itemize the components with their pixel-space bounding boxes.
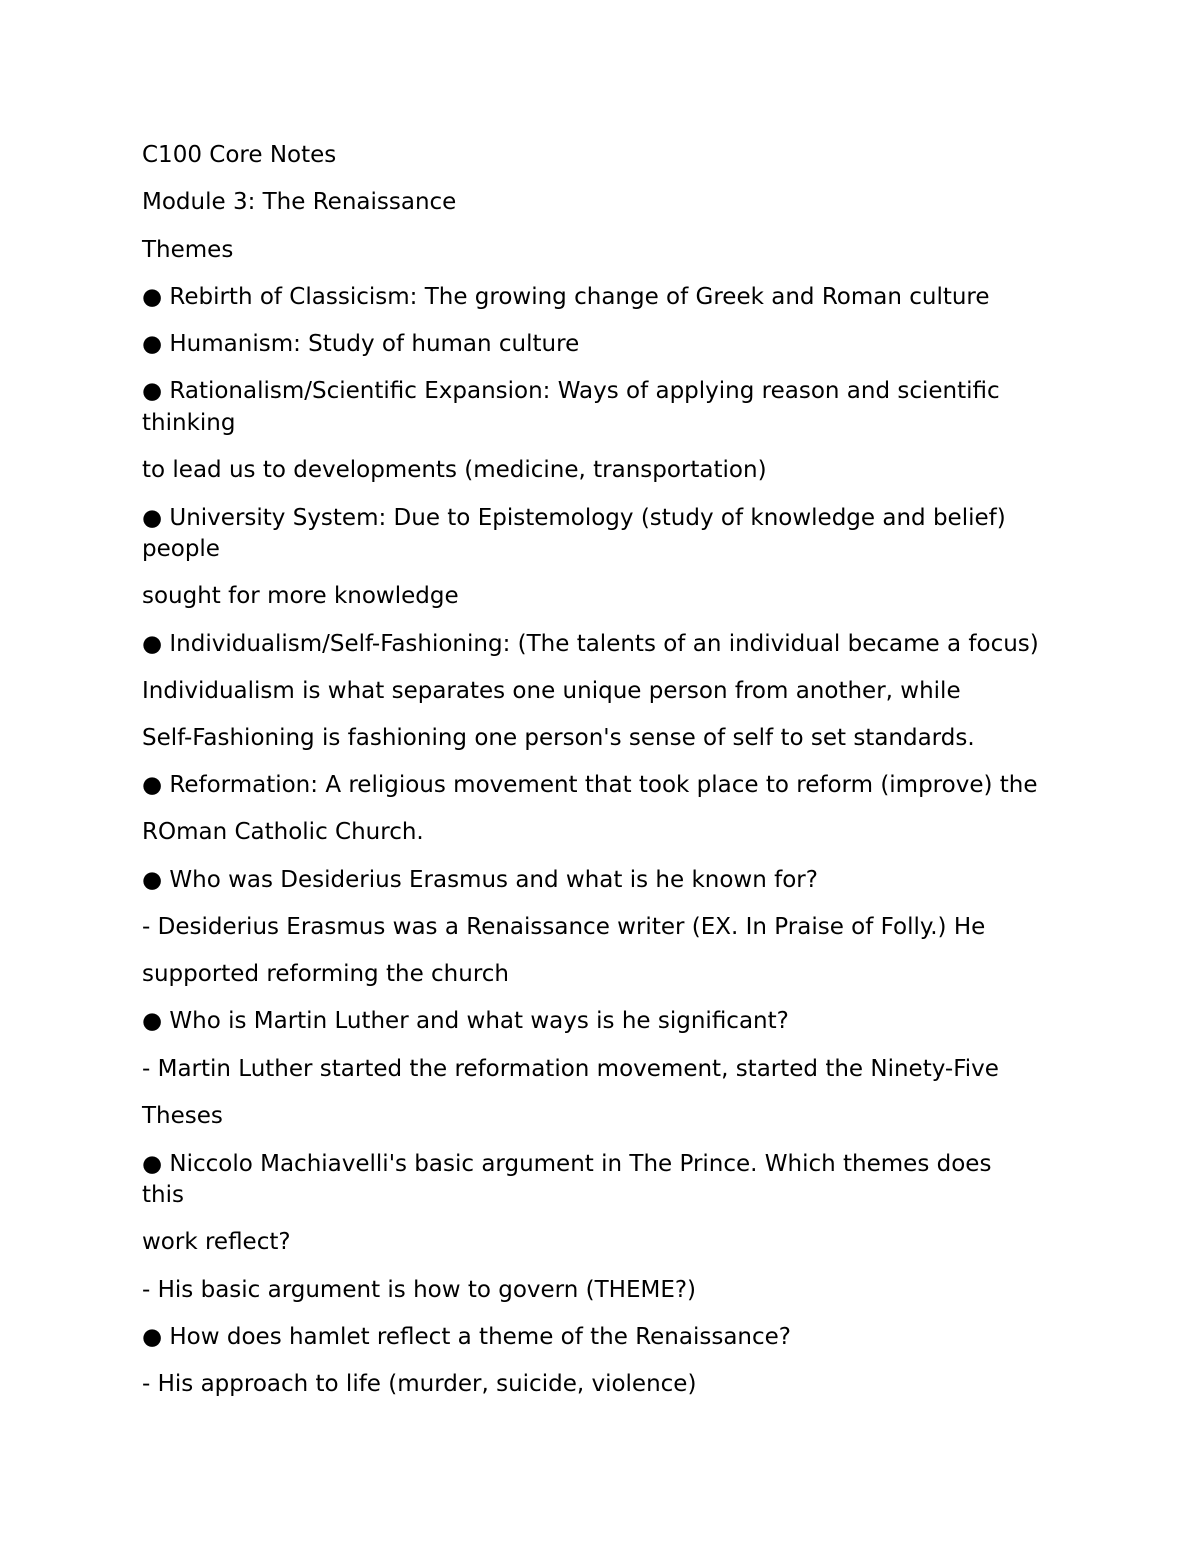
text-line: - His approach to life (murder, suicide, violence) — [142, 1371, 697, 1397]
bullet-line: ● University System: Due to Epistemology (study of knowledge and belief) — [142, 505, 1006, 531]
text-line: to lead us to developments (medicine, transportation) — [142, 457, 767, 483]
module-heading: Module 3: The Renaissance — [142, 189, 457, 215]
text-line: - Martin Luther started the reformation movement, started the Ninety-Five — [142, 1056, 999, 1082]
text-line: work reflect? — [142, 1229, 291, 1255]
text-line: supported reforming the church — [142, 961, 510, 987]
bullet-line: ● Individualism/Self-Fashioning: (The talents of an individual became a focus) — [142, 631, 1039, 657]
text-line: Theses — [142, 1103, 223, 1129]
bullet-line: ● Rationalism/Scientific Expansion: Ways of applying reason and scientific — [142, 378, 1000, 404]
text-line: thinking — [142, 410, 236, 436]
text-line: people — [142, 536, 220, 562]
bullet-line: ● Who is Martin Luther and what ways is he significant? — [142, 1008, 789, 1034]
text-line: - His basic argument is how to govern (THEME?) — [142, 1277, 697, 1303]
text-line: Individualism is what separates one unique person from another, while — [142, 678, 961, 704]
text-line: sought for more knowledge — [142, 583, 459, 609]
bullet-line: ● How does hamlet reflect a theme of the Renaissance? — [142, 1324, 791, 1350]
bullet-line: ● Rebirth of Classicism: The growing change of Greek and Roman culture — [142, 284, 990, 310]
bullet-line: ● Humanism: Study of human culture — [142, 331, 580, 357]
bullet-line: ● Reformation: A religious movement that took place to reform (improve) the — [142, 772, 1038, 798]
text-line: this — [142, 1182, 184, 1208]
text-line: ROman Catholic Church. — [142, 819, 424, 845]
text-line: - Desiderius Erasmus was a Renaissance writer (EX. In Praise of Folly.) He — [142, 914, 986, 940]
bullet-line: ● Niccolo Machiavelli's basic argument in The Prince. Which themes does — [142, 1151, 992, 1177]
themes-heading: Themes — [142, 237, 234, 263]
doc-title: C100 Core Notes — [142, 142, 337, 168]
text-line: Self-Fashioning is fashioning one person's sense of self to set standards. — [142, 725, 975, 751]
bullet-line: ● Who was Desiderius Erasmus and what is he known for? — [142, 867, 818, 893]
